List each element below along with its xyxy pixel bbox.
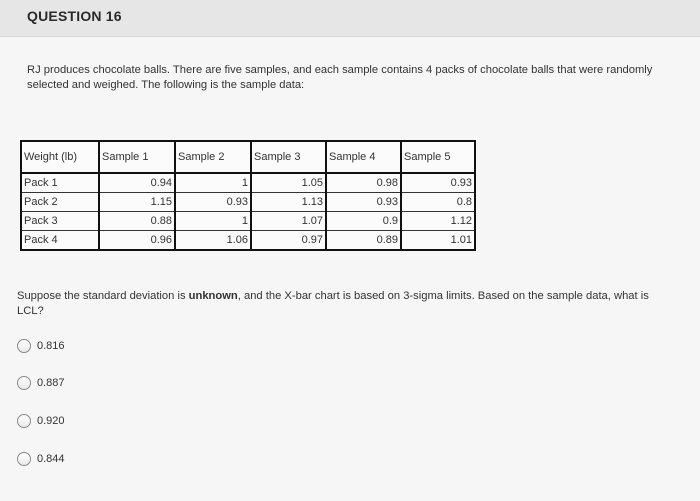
radio-button-icon[interactable] [17,376,31,390]
row-label: Pack 4 [21,231,99,251]
table-cell: 0.89 [326,231,401,251]
radio-button-icon[interactable] [17,452,31,466]
prompt-text-part2: , and the X-bar chart is based on 3-sigma limits. Based on the sample data, what is LCL? [17,290,649,317]
table-cell: 0.97 [251,231,326,251]
radio-button-icon[interactable] [17,414,31,428]
column-header: Sample 5 [401,141,475,173]
answer-option-4[interactable] [17,450,65,468]
table-cell: 0.8 [401,193,475,212]
question-header [0,0,700,37]
table-cell: 0.93 [175,193,251,212]
table-cell: 1.13 [251,193,326,212]
radio-button-icon[interactable] [17,339,31,353]
table-header-row [21,141,475,173]
table-cell: 0.96 [99,231,175,251]
question-title: QUESTION 16 [27,8,122,24]
option-label: 0.920 [37,415,65,427]
table-cell: 0.94 [99,173,175,193]
column-header: Weight (lb) [21,141,99,173]
row-label: Pack 2 [21,193,99,212]
row-label: Pack 1 [21,173,99,193]
table-cell: 1.01 [401,231,475,251]
row-label: Pack 3 [21,212,99,231]
table-row [21,212,475,231]
table-cell: 0.88 [99,212,175,231]
table-row [21,173,475,193]
prompt-emphasis: unknown [188,290,238,302]
option-label: 0.887 [37,377,65,389]
column-header: Sample 4 [326,141,401,173]
column-header: Sample 2 [175,141,251,173]
table-row [21,193,475,212]
answer-option-1[interactable] [17,337,65,355]
answer-option-2[interactable] [17,374,65,392]
table-cell: 1.05 [251,173,326,193]
prompt-text-part1: Suppose the standard deviation is [17,290,189,302]
table-cell: 1 [175,173,251,193]
table-cell: 1.06 [175,231,251,251]
option-label: 0.844 [37,453,65,465]
table-row [21,231,475,251]
question-text: RJ produces chocolate balls. There are five samples, and each sample contains 4 packs of chocolate balls that were randomly selected and weighed. The following is the sample data: [27,64,653,91]
table-cell: 0.98 [326,173,401,193]
table-cell: 0.93 [326,193,401,212]
option-label: 0.816 [37,340,65,352]
table-cell: 1.12 [401,212,475,231]
answer-option-3[interactable] [17,412,65,430]
question-prompt [17,289,677,318]
table-cell: 1.07 [251,212,326,231]
table-cell: 1 [175,212,251,231]
table-cell: 0.9 [326,212,401,231]
table-cell: 0.93 [401,173,475,193]
table-cell: 1.15 [99,193,175,212]
sample-data-table [20,140,476,251]
column-header: Sample 3 [251,141,326,173]
question-body [0,37,700,501]
column-header: Sample 1 [99,141,175,173]
